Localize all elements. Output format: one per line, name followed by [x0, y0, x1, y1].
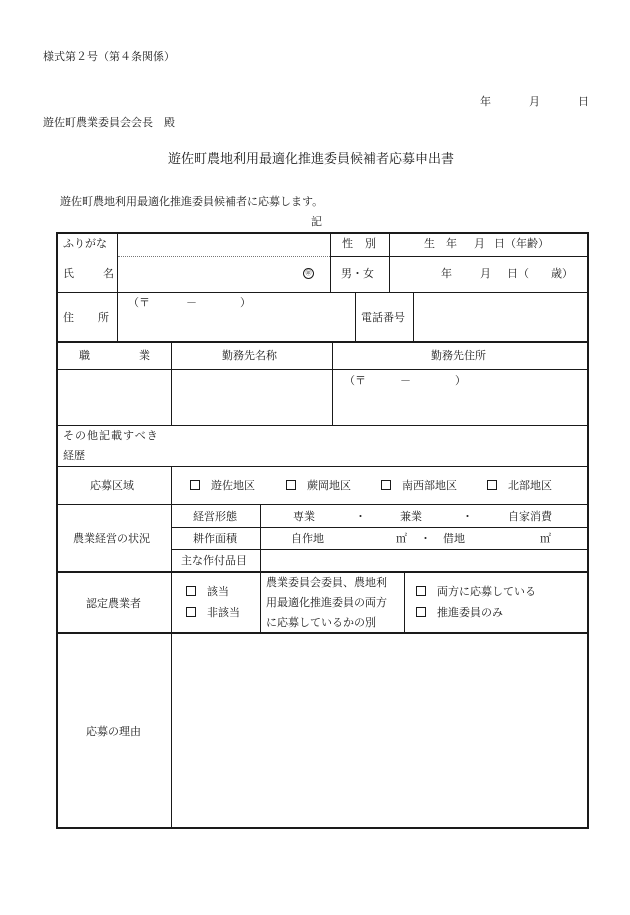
- occupation-label-first: 職: [79, 349, 90, 362]
- postal-dash: －: [186, 296, 197, 309]
- workplace-postal-open: （〒: [344, 374, 366, 387]
- dual-question-line2: 用最適化推進委員の両方: [266, 596, 387, 609]
- area-option-yuza[interactable]: 遊佐地区: [190, 480, 255, 491]
- occupation-label-second: 業: [139, 349, 150, 362]
- management-parttime[interactable]: 兼業: [400, 510, 422, 523]
- intro-text: 遊佐町農地利用最適化推進委員候補者に応募します。: [60, 195, 324, 208]
- checkbox-icon[interactable]: [286, 480, 296, 490]
- checkbox-icon[interactable]: [416, 586, 426, 596]
- workplace-postal-dash: －: [400, 374, 411, 387]
- area-option-hokubu[interactable]: 北部地区: [487, 480, 552, 491]
- phone-label: 電話番号: [361, 311, 405, 324]
- dual-answer-both[interactable]: 両方に応募している: [416, 586, 536, 597]
- workplace-postal-close: ）: [455, 374, 466, 387]
- birth-header-month: 月: [474, 237, 485, 250]
- certified-label: 認定農業者: [86, 597, 141, 610]
- history-label-line1: その他記載すべき: [63, 429, 159, 442]
- checkbox-icon[interactable]: [381, 480, 391, 490]
- date-year-label: 年: [480, 95, 491, 108]
- address-label-second: 所: [98, 311, 109, 324]
- farming-label: 農業経営の状況: [73, 532, 150, 545]
- checkbox-icon[interactable]: [416, 607, 426, 617]
- sex-label-first: 性: [342, 237, 353, 250]
- seal-mark-icon: ㊞: [303, 268, 314, 279]
- leased-unit: ㎡: [540, 532, 551, 545]
- postal-close: ）: [240, 296, 251, 309]
- area-option-warabioka[interactable]: 蕨岡地区: [286, 480, 351, 491]
- addressee: 遊佐町農業委員会会長 殿: [43, 116, 175, 129]
- leased-land-label: 借地: [443, 532, 465, 545]
- furigana-label: ふりがな: [63, 237, 107, 250]
- history-label-line2: 経歴: [63, 449, 85, 462]
- owned-unit: ㎡: [396, 532, 407, 545]
- birth-year-label: 年: [441, 267, 452, 280]
- area-cultivated-label: 耕作面積: [193, 532, 237, 545]
- form-title: 遊佐町農地利用最適化推進委員候補者応募申出書: [168, 152, 455, 167]
- address-label-first: 住: [63, 311, 74, 324]
- sex-label-second: 別: [365, 237, 376, 250]
- birth-month-label: 月: [480, 267, 491, 280]
- certified-option-yes[interactable]: 該当: [186, 586, 229, 597]
- management-fulltime[interactable]: 専業: [293, 510, 315, 523]
- dual-answer-promoter-only[interactable]: 推進委員のみ: [416, 607, 503, 618]
- checkbox-icon[interactable]: [186, 607, 196, 617]
- ki-label: 記: [311, 215, 322, 228]
- checkbox-icon[interactable]: [487, 480, 497, 490]
- area-label: 応募区域: [90, 479, 134, 492]
- birth-header-year: 生 年: [424, 237, 457, 250]
- area-option-nanseibu[interactable]: 南西部地区: [381, 480, 457, 491]
- postal-open: （〒: [128, 296, 150, 309]
- workplace-name-label: 勤務先名称: [222, 349, 277, 362]
- dual-question-line1: 農業委員会委員、農地利: [266, 576, 387, 589]
- name-label-first: 氏: [63, 267, 74, 280]
- form-number: 様式第２号（第４条関係）: [43, 50, 175, 63]
- birth-header-day-age: 日（年齢）: [494, 237, 549, 250]
- management-sep-2: ・: [462, 510, 473, 523]
- date-day-label: 日: [578, 95, 589, 108]
- checkbox-icon[interactable]: [190, 480, 200, 490]
- owned-land-label: 自作地: [291, 532, 324, 545]
- reason-label: 応募の理由: [86, 725, 141, 738]
- management-self-consumption[interactable]: 自家消費: [508, 510, 552, 523]
- management-label: 経営形態: [193, 510, 237, 523]
- sex-options[interactable]: 男・女: [341, 267, 374, 280]
- crops-label: 主な作付品目: [181, 554, 247, 567]
- date-month-label: 月: [529, 95, 540, 108]
- area-separator: ・: [420, 532, 431, 545]
- reason-field[interactable]: [172, 634, 587, 827]
- dual-question-line3: に応募しているかの別: [266, 616, 376, 629]
- birth-day-age-label: 日（ 歳）: [507, 267, 573, 280]
- checkbox-icon[interactable]: [186, 586, 196, 596]
- management-sep-1: ・: [355, 510, 366, 523]
- name-label-second: 名: [103, 267, 114, 280]
- workplace-address-label: 勤務先住所: [431, 349, 486, 362]
- certified-option-no[interactable]: 非該当: [186, 607, 240, 618]
